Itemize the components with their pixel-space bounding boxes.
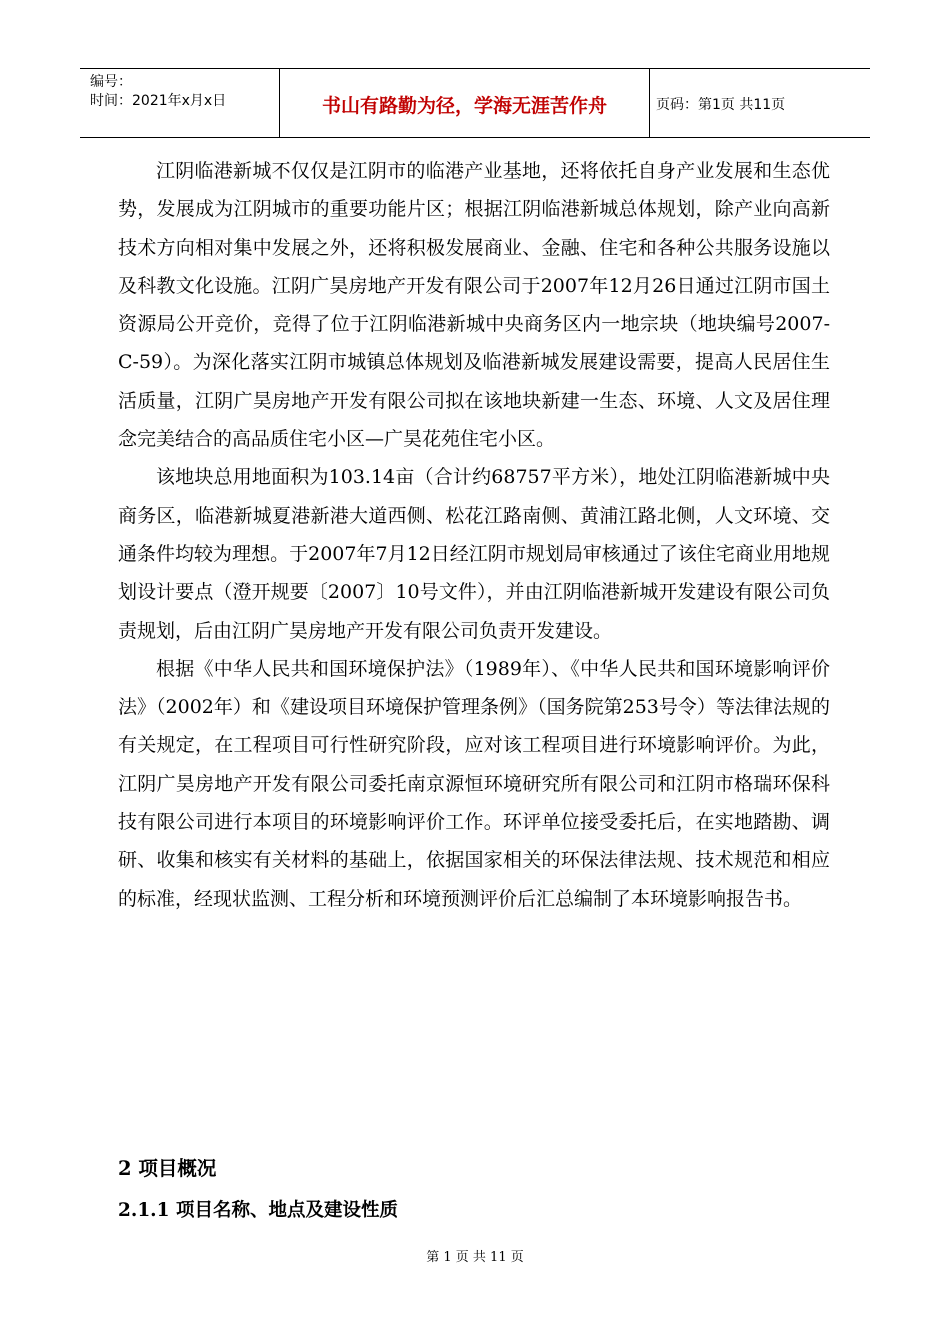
paragraph-2: 该地块总用地面积为103.14亩（合计约68757平方米），地处江阴临港新城中央商务区，临港新城夏港新港大道西侧、松花江路南侧、黄浦江路北侧，人文环境、交通条件均较为理想。于2007年7月12日经江阴市规划局审核通过了该住宅商业用地规划设计要点（澄开规要〔2007〕10号文件），并由江阴临港新城开发建设有限公司负责规划，后由江阴广昊房地产开发有限公司负责开发建设。	[118, 466, 830, 642]
subsection-heading: 2.1.1 项目名称、地点及建设性质	[118, 1200, 398, 1221]
section-heading: 2 项目概况	[118, 1157, 217, 1180]
number-label: 编号：	[90, 74, 132, 90]
header-page-info: 页码：第1页 共11页	[656, 97, 786, 113]
page-footer: 第 1 页 共 11 页	[426, 1250, 524, 1265]
header-meta	[80, 69, 280, 137]
document-body	[118, 152, 830, 918]
paragraph-3: 根据《中华人民共和国环境保护法》（1989年）、《中华人民共和国环境影响评价法》（2002年）和《建设项目环境保护管理条例》（国务院第253号令）等法律法规的有关规定，在工程项目可行性研究阶段，应对该工程项目进行环境影响评价。为此，江阴广昊房地产开发有限公司委托南京源恒环境研究所有限公司和江阴市格瑞环保科技有限公司进行本项目的环境影响评价工作。环评单位接受委托后，在实地踏勘、调研、收集和核实有关材料的基础上，依据国家相关的环保法律法规、技术规范和相应的标准，经现状监测、工程分析和环境预测评价后汇总编制了本环境影响报告书。	[118, 657, 830, 910]
page-header	[80, 68, 870, 138]
time-label: 时间：2021年x月x日	[90, 93, 227, 109]
header-motto: 书山有路勤为径，学海无涯苦作舟	[280, 69, 650, 137]
paragraph-1: 江阴临港新城不仅仅是江阴市的临港产业基地，还将依托自身产业发展和生态优势，发展成为江阴城市的重要功能片区；根据江阴临港新城总体规划，除产业向高新技术方向相对集中发展之外，还将积极发展商业、金融、住宅和各种公共服务设施以及科教文化设施。江阴广昊房地产开发有限公司于2007年12月26日通过江阴市国土资源局公开竞价，竞得了位于江阴临港新城中央商务区内一地宗块（地块编号2007-C-59）。为深化落实江阴市城镇总体规划及临港新城发展建设需要，提高人民居住生活质量，江阴广昊房地产开发有限公司拟在该地块新建一生态、环境、人文及居住理念完美结合的高品质住宅小区—广昊花苑住宅小区。	[118, 160, 830, 451]
